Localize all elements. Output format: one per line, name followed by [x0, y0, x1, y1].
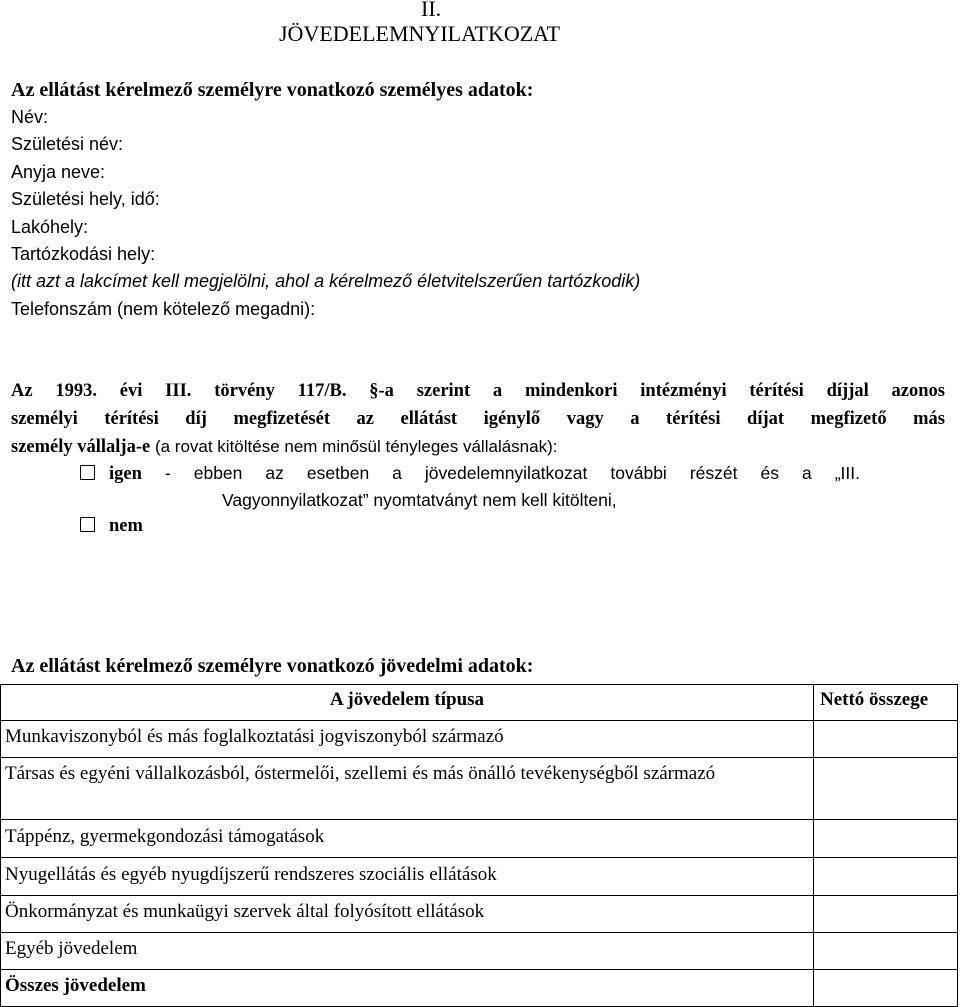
option-yes-label: igen	[109, 464, 142, 484]
table-row	[1, 721, 958, 758]
income-table-header	[1, 685, 958, 721]
no-checkbox[interactable]	[80, 517, 95, 532]
income-amount-cell[interactable]	[814, 820, 958, 858]
personal-data-heading: Az ellátást kérelmező személyre vonatkozó személyes adatok:	[11, 79, 534, 101]
table-row	[1, 820, 958, 858]
table-row	[1, 758, 958, 820]
income-data-heading: Az ellátást kérelmező személyre vonatkozó jövedelmi adatok:	[11, 655, 534, 677]
option-no[interactable]	[80, 516, 143, 537]
field-name: Név:	[11, 107, 49, 127]
law-paragraph-line1: Az 1993. évi III. törvény 117/B. §-a szerint a mindenkori intézményi térítési díjjal azonos	[11, 381, 945, 401]
law-question-note: (a rovat kitöltése nem minősül tényleges vállalásnak):	[150, 437, 558, 456]
income-type-cell: Egyéb jövedelem	[1, 933, 814, 970]
income-amount-cell[interactable]	[814, 896, 958, 933]
law-question-bold: személy vállalja-e	[11, 437, 151, 457]
income-type-cell: Táppénz, gyermekgondozási támogatások	[1, 820, 814, 858]
income-type-cell: Nyugellátás és egyéb nyugdíjszerű rendszeres szociális ellátások	[1, 858, 814, 896]
income-total-amount-cell[interactable]	[814, 970, 958, 1007]
stay-address-note: (itt azt a lakcímet kell megjelölni, ahol a kérelmező életvitelszerűen tartózkodik)	[11, 271, 641, 291]
col-header-amount: Nettó összege	[814, 685, 958, 721]
field-birth-name: Születési név:	[11, 134, 124, 154]
income-amount-cell[interactable]	[814, 933, 958, 970]
income-type-cell: Munkaviszonyból és más foglalkoztatási jogviszonyból származó	[1, 721, 814, 758]
option-yes-continuation: Vagyonnyilatkozat” nyomtatványt nem kell kitölteni,	[222, 490, 617, 510]
table-row	[1, 933, 958, 970]
income-amount-cell[interactable]	[814, 858, 958, 896]
section-number: II.	[421, 0, 442, 21]
income-table	[0, 684, 958, 1007]
field-birth-place-date: Születési hely, idő:	[11, 189, 160, 209]
option-no-label: nem	[109, 516, 143, 536]
field-residence: Lakóhely:	[11, 217, 89, 237]
field-mother-name: Anyja neve:	[11, 162, 106, 182]
law-paragraph-line3	[11, 437, 557, 458]
field-phone: Telefonszám (nem kötelező megadni):	[11, 299, 316, 319]
income-type-cell: Önkormányzat és munkaügyi szervek által folyósított ellátások	[1, 896, 814, 933]
table-row	[1, 858, 958, 896]
table-row-total	[1, 970, 958, 1007]
income-total-label: Összes jövedelem	[1, 970, 814, 1007]
option-yes-text: - ebben az esetben a jövedelemnyilatkozat további részét és a „III.	[141, 463, 860, 483]
option-yes[interactable]	[80, 463, 860, 485]
col-header-type: A jövedelem típusa	[1, 685, 814, 721]
yes-checkbox[interactable]	[80, 465, 95, 480]
field-stay-address: Tartózkodási hely:	[11, 244, 156, 264]
income-type-cell: Társas és egyéni vállalkozásból, őstermelői, szellemi és más önálló tevékenységből származó	[1, 758, 814, 820]
law-paragraph-line2: személyi térítési díj megfizetését az ellátást igénylő vagy a térítési díjat megfizető más	[11, 409, 945, 429]
table-row	[1, 896, 958, 933]
income-amount-cell[interactable]	[814, 758, 958, 820]
document-title: JÖVEDELEMNYILATKOZAT	[279, 21, 561, 46]
income-amount-cell[interactable]	[814, 721, 958, 758]
